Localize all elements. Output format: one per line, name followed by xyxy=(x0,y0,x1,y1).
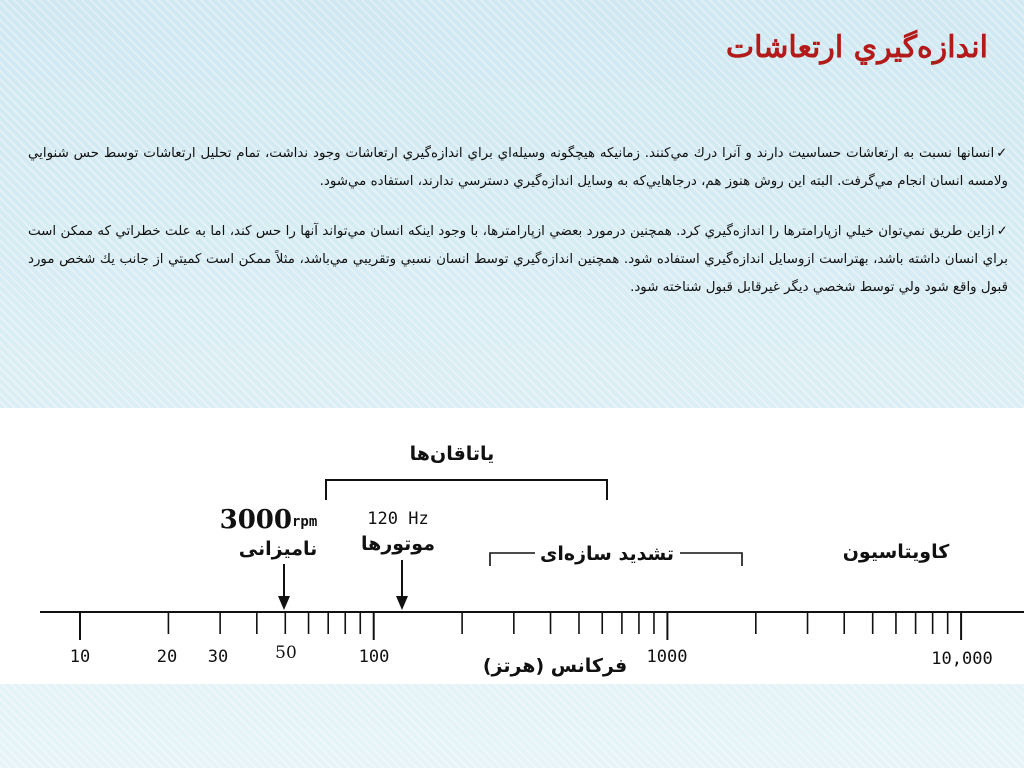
paragraph-2 xyxy=(28,218,1008,302)
misalignment-rpm-unit: rpm xyxy=(292,514,318,530)
resonance-range-right xyxy=(680,553,742,566)
motors-arrowhead xyxy=(396,596,408,610)
misalignment-arrowhead xyxy=(278,596,290,610)
axis-title: فركانس (هرتز) xyxy=(482,655,628,677)
paragraph-1-text: انسانها نسبت به ارتعاشات حساسيت دارند و آنرا درك مي‌كنند. زمانيكه هيچگونه وسيله‌اي براي اندازه‌گيري ارتعاشات وجود نداشت، تمام تحليل ارتعاشات توسط حس شنوايي ولامسه انسان انجام مي‌گرفت. البته اين روش هنوز هم، درجاهايي‌كه به وسايل اندازه‌گيري دسترسي ندارند، استفاده مي‌شود. xyxy=(28,146,1008,189)
motors-frequency: 120 Hz xyxy=(367,509,429,529)
slide-title: اندازه‌گيري ارتعاشات xyxy=(725,30,988,65)
check-mark-icon: ✓ xyxy=(996,224,1008,239)
paragraph-1 xyxy=(28,140,1008,196)
tick-label-100: 100 xyxy=(358,647,390,667)
resonance-range-left xyxy=(490,553,535,566)
tick-label-20: 20 xyxy=(156,647,178,667)
frequency-diagram-svg xyxy=(0,408,1024,684)
bearings-bracket xyxy=(326,480,607,500)
misalignment-label: ناميزانی xyxy=(238,538,318,560)
axis-ticks xyxy=(80,612,961,640)
paragraph-2-text: ازاين طريق نمي‌توان خيلي ازپارامترها را اندازه‌گيري كرد. همچنين درمورد بعضي ازپارامترها، با وجود اينكه انسان مي‌تواند آنها را حس كند، اما به علت خطراتي كه ممكن است براي انسان داشته باشد، بهتراست ازوسايل اندازه‌گيري استفاده شود. همچنين اندازه‌گيري توسط انسان نسبي وتقريبي مي‌باشد، مثلاً ممكن است كميتي از جانب يك شخص مورد قبول واقع شود ولي توسط شخصي ديگر غيرقابل قبول شناخته شود. xyxy=(28,224,1008,295)
tick-label-10000: 10,000 xyxy=(931,649,993,669)
slide-body xyxy=(28,140,1008,324)
cavitation-label: كاويتاسيون xyxy=(842,541,950,563)
tick-label-30: 30 xyxy=(207,647,229,667)
tick-label-10: 10 xyxy=(69,647,91,667)
tick-label-50: 50 xyxy=(275,643,297,663)
check-mark-icon: ✓ xyxy=(996,146,1008,161)
motors-label: موتورها xyxy=(361,533,435,555)
misalignment-rpm-number: 3000 xyxy=(219,505,292,535)
bearings-label: ياتاقان‌ها xyxy=(409,443,495,465)
frequency-diagram xyxy=(0,408,1024,684)
tick-label-1000: 1000 xyxy=(646,647,688,667)
resonance-label: تشديد سازه‌ای xyxy=(539,543,675,565)
slide-footer-background xyxy=(0,684,1024,768)
